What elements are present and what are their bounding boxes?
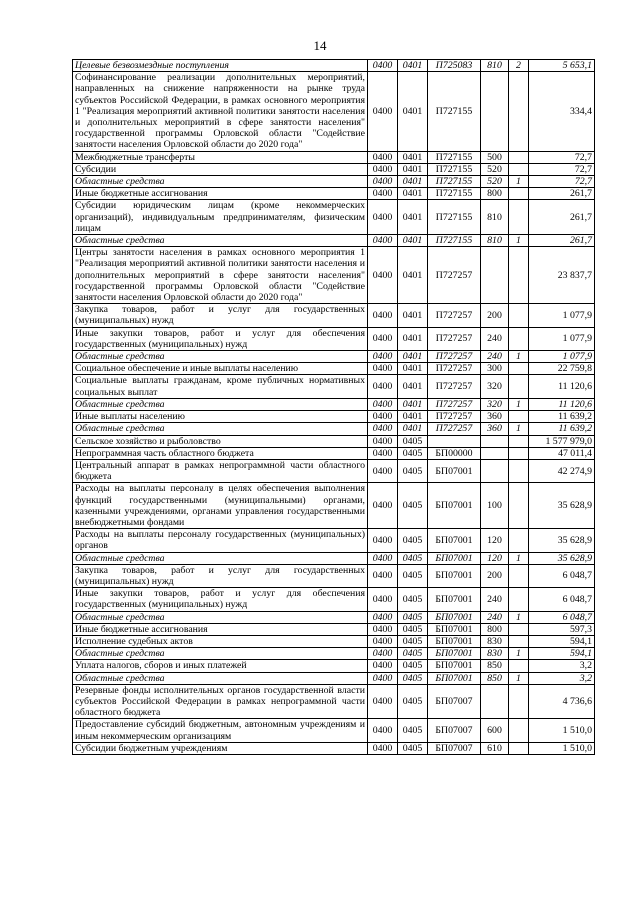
section-code: 0400 [368, 304, 398, 327]
row-name: Субсидии юридическим лицам (кроме некоммерческих организаций), индивидуальным предпринимателям, физическим лицам [73, 200, 368, 235]
row-name: Областные средства [73, 552, 368, 564]
expense-type-code: 850 [481, 660, 509, 672]
row-name: Областные средства [73, 398, 368, 410]
table-row [73, 235, 595, 247]
expense-type-code: 120 [481, 552, 509, 564]
section-code: 0400 [368, 635, 398, 647]
target-article-code: БП07001 [428, 660, 481, 672]
row-name: Иные бюджетные ассигнования [73, 188, 368, 200]
table-row [73, 447, 595, 459]
subsection-code: 0405 [398, 483, 428, 529]
amount: 42 274,9 [529, 459, 595, 482]
funding-source-code [509, 588, 529, 611]
funding-source-code [509, 529, 529, 552]
amount: 3,2 [529, 660, 595, 672]
section-code: 0400 [368, 660, 398, 672]
expense-type-code: 200 [481, 304, 509, 327]
row-name: Закупка товаров, работ и услуг для государственных (муниципальных) нужд [73, 304, 368, 327]
amount: 35 628,9 [529, 483, 595, 529]
section-code: 0400 [368, 552, 398, 564]
row-name: Социальное обеспечение и иные выплаты населению [73, 363, 368, 375]
subsection-code: 0405 [398, 742, 428, 754]
target-article-code [428, 435, 481, 447]
target-article-code: БП07001 [428, 611, 481, 623]
section-code: 0400 [368, 327, 398, 350]
target-article-code: БП07007 [428, 742, 481, 754]
target-article-code: П725083 [428, 60, 481, 72]
table-row [73, 552, 595, 564]
expense-type-code [481, 247, 509, 304]
subsection-code: 0401 [398, 304, 428, 327]
subsection-code: 0401 [398, 151, 428, 163]
expense-type-code [481, 435, 509, 447]
amount: 3,2 [529, 672, 595, 684]
amount: 35 628,9 [529, 552, 595, 564]
table-row [73, 304, 595, 327]
amount: 11 639,2 [529, 411, 595, 423]
amount: 597,3 [529, 623, 595, 635]
funding-source-code [509, 660, 529, 672]
row-name: Предоставление субсидий бюджетным, автономным учреждениям и иным некоммерческим организациям [73, 719, 368, 742]
row-name: Областные средства [73, 351, 368, 363]
target-article-code: П727155 [428, 188, 481, 200]
funding-source-code: 1 [509, 552, 529, 564]
expense-type-code: 830 [481, 648, 509, 660]
subsection-code: 0401 [398, 247, 428, 304]
section-code: 0400 [368, 719, 398, 742]
subsection-code: 0401 [398, 375, 428, 398]
funding-source-code [509, 483, 529, 529]
amount: 11 639,2 [529, 423, 595, 435]
subsection-code: 0405 [398, 588, 428, 611]
funding-source-code [509, 163, 529, 175]
target-article-code: П727155 [428, 235, 481, 247]
target-article-code: П727257 [428, 247, 481, 304]
funding-source-code [509, 635, 529, 647]
budget-table [72, 59, 595, 755]
target-article-code: П727257 [428, 351, 481, 363]
row-name: Областные средства [73, 176, 368, 188]
subsection-code: 0401 [398, 411, 428, 423]
expense-type-code: 520 [481, 176, 509, 188]
funding-source-code [509, 304, 529, 327]
expense-type-code: 800 [481, 188, 509, 200]
amount: 72,7 [529, 151, 595, 163]
subsection-code: 0401 [398, 351, 428, 363]
funding-source-code [509, 447, 529, 459]
expense-type-code: 520 [481, 163, 509, 175]
funding-source-code: 1 [509, 648, 529, 660]
table-row [73, 375, 595, 398]
section-code: 0400 [368, 176, 398, 188]
row-name: Областные средства [73, 611, 368, 623]
row-name: Центры занятости населения в рамках основного мероприятия 1 "Реализация мероприятий активной политики занятости населения и дополнительных мероприятий в сфере занятости населения" государственной программы Орловской области "Содействие занятости населения Орловской области до 2020 года" [73, 247, 368, 304]
expense-type-code: 810 [481, 60, 509, 72]
amount: 11 120,6 [529, 375, 595, 398]
amount: 594,1 [529, 648, 595, 660]
expense-type-code: 800 [481, 623, 509, 635]
expense-type-code: 360 [481, 411, 509, 423]
amount: 1 077,9 [529, 327, 595, 350]
row-name: Областные средства [73, 235, 368, 247]
amount: 334,4 [529, 72, 595, 151]
target-article-code: П727155 [428, 200, 481, 235]
subsection-code: 0401 [398, 327, 428, 350]
funding-source-code [509, 363, 529, 375]
subsection-code: 0401 [398, 188, 428, 200]
amount: 6 048,7 [529, 611, 595, 623]
target-article-code: П727155 [428, 163, 481, 175]
amount: 261,7 [529, 235, 595, 247]
row-name: Центральный аппарат в рамках непрограммной части областного бюджета [73, 459, 368, 482]
subsection-code: 0405 [398, 435, 428, 447]
row-name: Социальные выплаты гражданам, кроме публичных нормативных социальных выплат [73, 375, 368, 398]
table-row [73, 635, 595, 647]
amount: 1 577 979,0 [529, 435, 595, 447]
table-row [73, 588, 595, 611]
section-code: 0400 [368, 398, 398, 410]
row-name: Целевые безвозмездные поступления [73, 60, 368, 72]
expense-type-code: 100 [481, 483, 509, 529]
row-name: Областные средства [73, 672, 368, 684]
target-article-code: БП07001 [428, 564, 481, 587]
subsection-code: 0405 [398, 635, 428, 647]
page-number: 14 [313, 38, 327, 53]
section-code: 0400 [368, 611, 398, 623]
subsection-code: 0405 [398, 552, 428, 564]
table-row [73, 742, 595, 754]
funding-source-code [509, 411, 529, 423]
target-article-code: БП07001 [428, 672, 481, 684]
section-code: 0400 [368, 411, 398, 423]
target-article-code: П727155 [428, 72, 481, 151]
amount: 261,7 [529, 200, 595, 235]
subsection-code: 0405 [398, 660, 428, 672]
expense-type-code: 850 [481, 672, 509, 684]
expense-type-code: 240 [481, 327, 509, 350]
funding-source-code [509, 188, 529, 200]
row-name: Расходы на выплаты персоналу государственных (муниципальных) органов [73, 529, 368, 552]
table-row [73, 623, 595, 635]
section-code: 0400 [368, 375, 398, 398]
subsection-code: 0401 [398, 176, 428, 188]
table-row [73, 363, 595, 375]
expense-type-code: 240 [481, 351, 509, 363]
section-code: 0400 [368, 151, 398, 163]
section-code: 0400 [368, 188, 398, 200]
table-row [73, 176, 595, 188]
amount: 72,7 [529, 163, 595, 175]
target-article-code: БП07007 [428, 684, 481, 719]
target-article-code: П727257 [428, 423, 481, 435]
funding-source-code: 1 [509, 351, 529, 363]
row-name: Иные закупки товаров, работ и услуг для обеспечения государственных (муниципальных) нужд [73, 327, 368, 350]
table-row [73, 60, 595, 72]
row-name: Иные бюджетные ассигнования [73, 623, 368, 635]
funding-source-code: 1 [509, 611, 529, 623]
row-name: Сельское хозяйство и рыболовство [73, 435, 368, 447]
subsection-code: 0405 [398, 684, 428, 719]
section-code: 0400 [368, 684, 398, 719]
row-name: Иные выплаты населению [73, 411, 368, 423]
table-row [73, 72, 595, 151]
section-code: 0400 [368, 742, 398, 754]
subsection-code: 0401 [398, 163, 428, 175]
row-name: Иные закупки товаров, работ и услуг для обеспечения государственных (муниципальных) нужд [73, 588, 368, 611]
amount: 6 048,7 [529, 588, 595, 611]
table-row [73, 163, 595, 175]
subsection-code: 0405 [398, 648, 428, 660]
row-name: Субсидии бюджетным учреждениям [73, 742, 368, 754]
row-name: Областные средства [73, 423, 368, 435]
section-code: 0400 [368, 648, 398, 660]
table-row [73, 327, 595, 350]
funding-source-code [509, 435, 529, 447]
funding-source-code [509, 151, 529, 163]
subsection-code: 0405 [398, 529, 428, 552]
row-name: Софинансирование реализации дополнительных мероприятий, направленных на снижение напряженности на рынке труда субъектов Российской Федерации, в рамках основного мероприятия 1 "Реализация мероприятий активной политики занятости населения и дополнительных мероприятий в сфере занятости населения" государственной программы Орловской области "Содействие занятости населения Орловской области до 2020 года" [73, 72, 368, 151]
table-row [73, 200, 595, 235]
table-row [73, 483, 595, 529]
amount: 4 736,6 [529, 684, 595, 719]
subsection-code: 0405 [398, 564, 428, 587]
table-row [73, 719, 595, 742]
table-row [73, 529, 595, 552]
subsection-code: 0401 [398, 423, 428, 435]
subsection-code: 0401 [398, 363, 428, 375]
subsection-code: 0405 [398, 672, 428, 684]
section-code: 0400 [368, 564, 398, 587]
row-name: Межбюджетные трансферты [73, 151, 368, 163]
amount: 11 120,6 [529, 398, 595, 410]
subsection-code: 0401 [398, 398, 428, 410]
table-row [73, 564, 595, 587]
section-code: 0400 [368, 459, 398, 482]
table-row [73, 247, 595, 304]
expense-type-code: 600 [481, 719, 509, 742]
funding-source-code: 2 [509, 60, 529, 72]
table-row [73, 672, 595, 684]
funding-source-code [509, 327, 529, 350]
funding-source-code [509, 564, 529, 587]
expense-type-code: 240 [481, 611, 509, 623]
section-code: 0400 [368, 72, 398, 151]
table-row [73, 459, 595, 482]
target-article-code: БП07001 [428, 648, 481, 660]
section-code: 0400 [368, 200, 398, 235]
expense-type-code: 320 [481, 375, 509, 398]
table-row [73, 423, 595, 435]
table-row [73, 188, 595, 200]
target-article-code: П727155 [428, 151, 481, 163]
funding-source-code: 1 [509, 176, 529, 188]
budget-table-body [73, 60, 595, 755]
row-name: Исполнение судебных актов [73, 635, 368, 647]
expense-type-code: 300 [481, 363, 509, 375]
subsection-code: 0401 [398, 235, 428, 247]
table-row [73, 648, 595, 660]
amount: 6 048,7 [529, 564, 595, 587]
table-row [73, 151, 595, 163]
target-article-code: БП07001 [428, 529, 481, 552]
target-article-code: БП07001 [428, 459, 481, 482]
expense-type-code [481, 72, 509, 151]
funding-source-code [509, 719, 529, 742]
expense-type-code: 610 [481, 742, 509, 754]
section-code: 0400 [368, 483, 398, 529]
section-code: 0400 [368, 163, 398, 175]
target-article-code: БП07001 [428, 552, 481, 564]
target-article-code: П727155 [428, 176, 481, 188]
row-name: Областные средства [73, 648, 368, 660]
funding-source-code [509, 684, 529, 719]
row-name: Непрограммная часть областного бюджета [73, 447, 368, 459]
subsection-code: 0405 [398, 623, 428, 635]
row-name: Субсидии [73, 163, 368, 175]
section-code: 0400 [368, 435, 398, 447]
row-name: Расходы на выплаты персоналу в целях обеспечения выполнения функций государственными (муниципальными) органами, казенными учреждениями, органами управления государственными внебюджетными фондами [73, 483, 368, 529]
section-code: 0400 [368, 423, 398, 435]
funding-source-code [509, 459, 529, 482]
expense-type-code: 500 [481, 151, 509, 163]
amount: 1 077,9 [529, 304, 595, 327]
target-article-code: П727257 [428, 398, 481, 410]
funding-source-code [509, 375, 529, 398]
funding-source-code [509, 623, 529, 635]
subsection-code: 0405 [398, 719, 428, 742]
expense-type-code [481, 684, 509, 719]
expense-type-code: 120 [481, 529, 509, 552]
funding-source-code: 1 [509, 398, 529, 410]
funding-source-code [509, 72, 529, 151]
section-code: 0400 [368, 672, 398, 684]
section-code: 0400 [368, 60, 398, 72]
target-article-code: П727257 [428, 375, 481, 398]
amount: 35 628,9 [529, 529, 595, 552]
amount: 1 510,0 [529, 719, 595, 742]
table-row [73, 660, 595, 672]
table-row [73, 411, 595, 423]
target-article-code: БП07001 [428, 483, 481, 529]
amount: 22 759,8 [529, 363, 595, 375]
funding-source-code: 1 [509, 235, 529, 247]
expense-type-code: 320 [481, 398, 509, 410]
table-row [73, 684, 595, 719]
subsection-code: 0401 [398, 60, 428, 72]
row-name: Резервные фонды исполнительных органов государственной власти субъектов Российской Федерации в рамках непрограммной части областного бюджета [73, 684, 368, 719]
expense-type-code: 810 [481, 200, 509, 235]
expense-type-code: 830 [481, 635, 509, 647]
subsection-code: 0405 [398, 611, 428, 623]
section-code: 0400 [368, 588, 398, 611]
target-article-code: БП07001 [428, 623, 481, 635]
expense-type-code [481, 447, 509, 459]
amount: 1 510,0 [529, 742, 595, 754]
amount: 594,1 [529, 635, 595, 647]
funding-source-code: 1 [509, 672, 529, 684]
amount: 5 653,1 [529, 60, 595, 72]
subsection-code: 0401 [398, 200, 428, 235]
target-article-code: П727257 [428, 411, 481, 423]
section-code: 0400 [368, 623, 398, 635]
amount: 261,7 [529, 188, 595, 200]
expense-type-code: 810 [481, 235, 509, 247]
table-row [73, 611, 595, 623]
subsection-code: 0401 [398, 72, 428, 151]
target-article-code: БП07001 [428, 635, 481, 647]
expense-type-code: 200 [481, 564, 509, 587]
amount: 47 011,4 [529, 447, 595, 459]
table-row [73, 398, 595, 410]
target-article-code: П727257 [428, 327, 481, 350]
amount: 72,7 [529, 176, 595, 188]
section-code: 0400 [368, 529, 398, 552]
section-code: 0400 [368, 447, 398, 459]
section-code: 0400 [368, 235, 398, 247]
row-name: Закупка товаров, работ и услуг для государственных (муниципальных) нужд [73, 564, 368, 587]
target-article-code: П727257 [428, 363, 481, 375]
row-name: Уплата налогов, сборов и иных платежей [73, 660, 368, 672]
section-code: 0400 [368, 363, 398, 375]
target-article-code: БП07001 [428, 588, 481, 611]
table-row [73, 435, 595, 447]
target-article-code: БП00000 [428, 447, 481, 459]
section-code: 0400 [368, 351, 398, 363]
funding-source-code [509, 247, 529, 304]
amount: 23 837,7 [529, 247, 595, 304]
funding-source-code [509, 742, 529, 754]
expense-type-code: 360 [481, 423, 509, 435]
table-row [73, 351, 595, 363]
subsection-code: 0405 [398, 447, 428, 459]
expense-type-code: 240 [481, 588, 509, 611]
subsection-code: 0405 [398, 459, 428, 482]
funding-source-code: 1 [509, 423, 529, 435]
target-article-code: БП07007 [428, 719, 481, 742]
expense-type-code [481, 459, 509, 482]
funding-source-code [509, 200, 529, 235]
target-article-code: П727257 [428, 304, 481, 327]
amount: 1 077,9 [529, 351, 595, 363]
section-code: 0400 [368, 247, 398, 304]
